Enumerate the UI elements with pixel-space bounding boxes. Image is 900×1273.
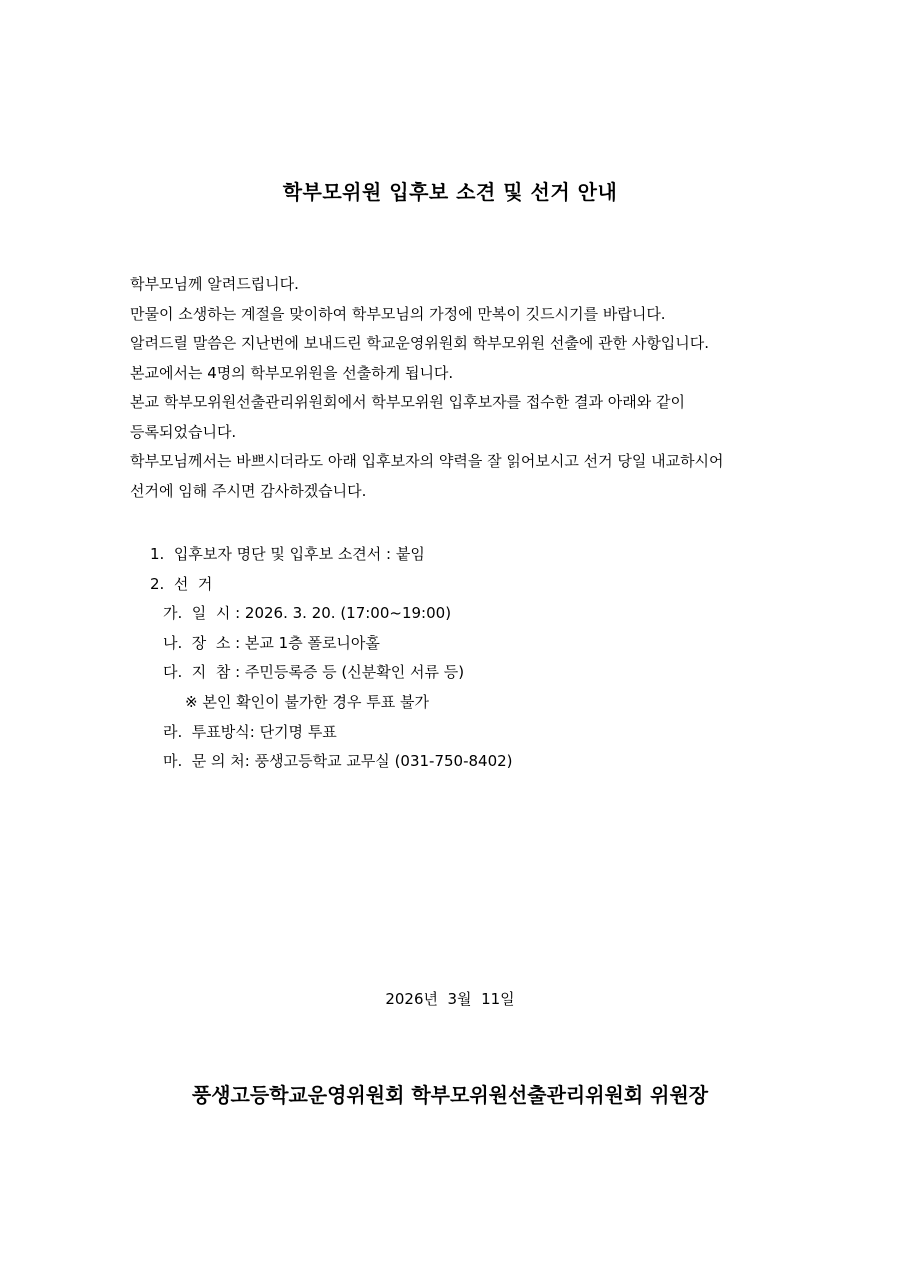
paragraph-line: 학부모님께 알려드립니다. <box>130 275 299 293</box>
document-title: 학부모위원 입후보 소견 및 선거 안내 <box>282 180 618 204</box>
paragraph-line: 본교 학부모위원선출관리위원회에서 학부모위원 입후보자를 접수한 결과 아래와 같이 <box>130 393 686 411</box>
paragraph-line: 만물이 소생하는 계절을 맞이하여 학부모님의 가정에 만복이 깃드시기를 바랍니다. <box>130 304 666 323</box>
signature-line: 풍생고등학교운영위원회 학부모위원선출관리위원회 위원장 <box>191 1083 709 1107</box>
paragraph-line: 알려드릴 말씀은 지난번에 보내드린 학교운영위원회 학부모위원 선출에 관한 사항입니다. <box>130 334 710 352</box>
voting-method: 라. 투표방식: 단기명 투표 <box>163 722 337 741</box>
contact-info: 마. 문 의 처: 풍생고등학교 교무실 (031-750-8402) <box>163 752 513 771</box>
list-item-candidates: 1. 입후보자 명단 및 입후보 소견서 : 붙임 <box>150 545 425 563</box>
notice-list <box>0 540 900 777</box>
paragraph-line: 학부모님께서는 바쁘시더라도 아래 입후보자의 약력을 잘 읽어보시고 선거 당일 내교하시어 <box>130 452 724 470</box>
paragraph-line: 선거에 임해 주시면 감사하겠습니다. <box>130 481 367 500</box>
list-item-election: 2. 선 거 <box>150 574 213 593</box>
election-bring: 다. 지 참 : 주민등록증 등 (신분확인 서류 등) <box>163 663 465 682</box>
document-date: 2026년 3월 11일 <box>385 990 515 1008</box>
election-datetime: 가. 일 시 : 2026. 3. 20. (17:00~19:00) <box>163 604 452 623</box>
identity-note: ※ 본인 확인이 불가한 경우 투표 불가 <box>185 692 430 711</box>
election-place: 나. 장 소 : 본교 1층 폴로니아홀 <box>163 633 380 652</box>
letter-body <box>130 270 780 506</box>
paragraph-line: 등록되었습니다. <box>130 422 237 441</box>
paragraph-line: 본교에서는 4명의 학부모위원을 선출하게 됩니다. <box>130 363 454 382</box>
